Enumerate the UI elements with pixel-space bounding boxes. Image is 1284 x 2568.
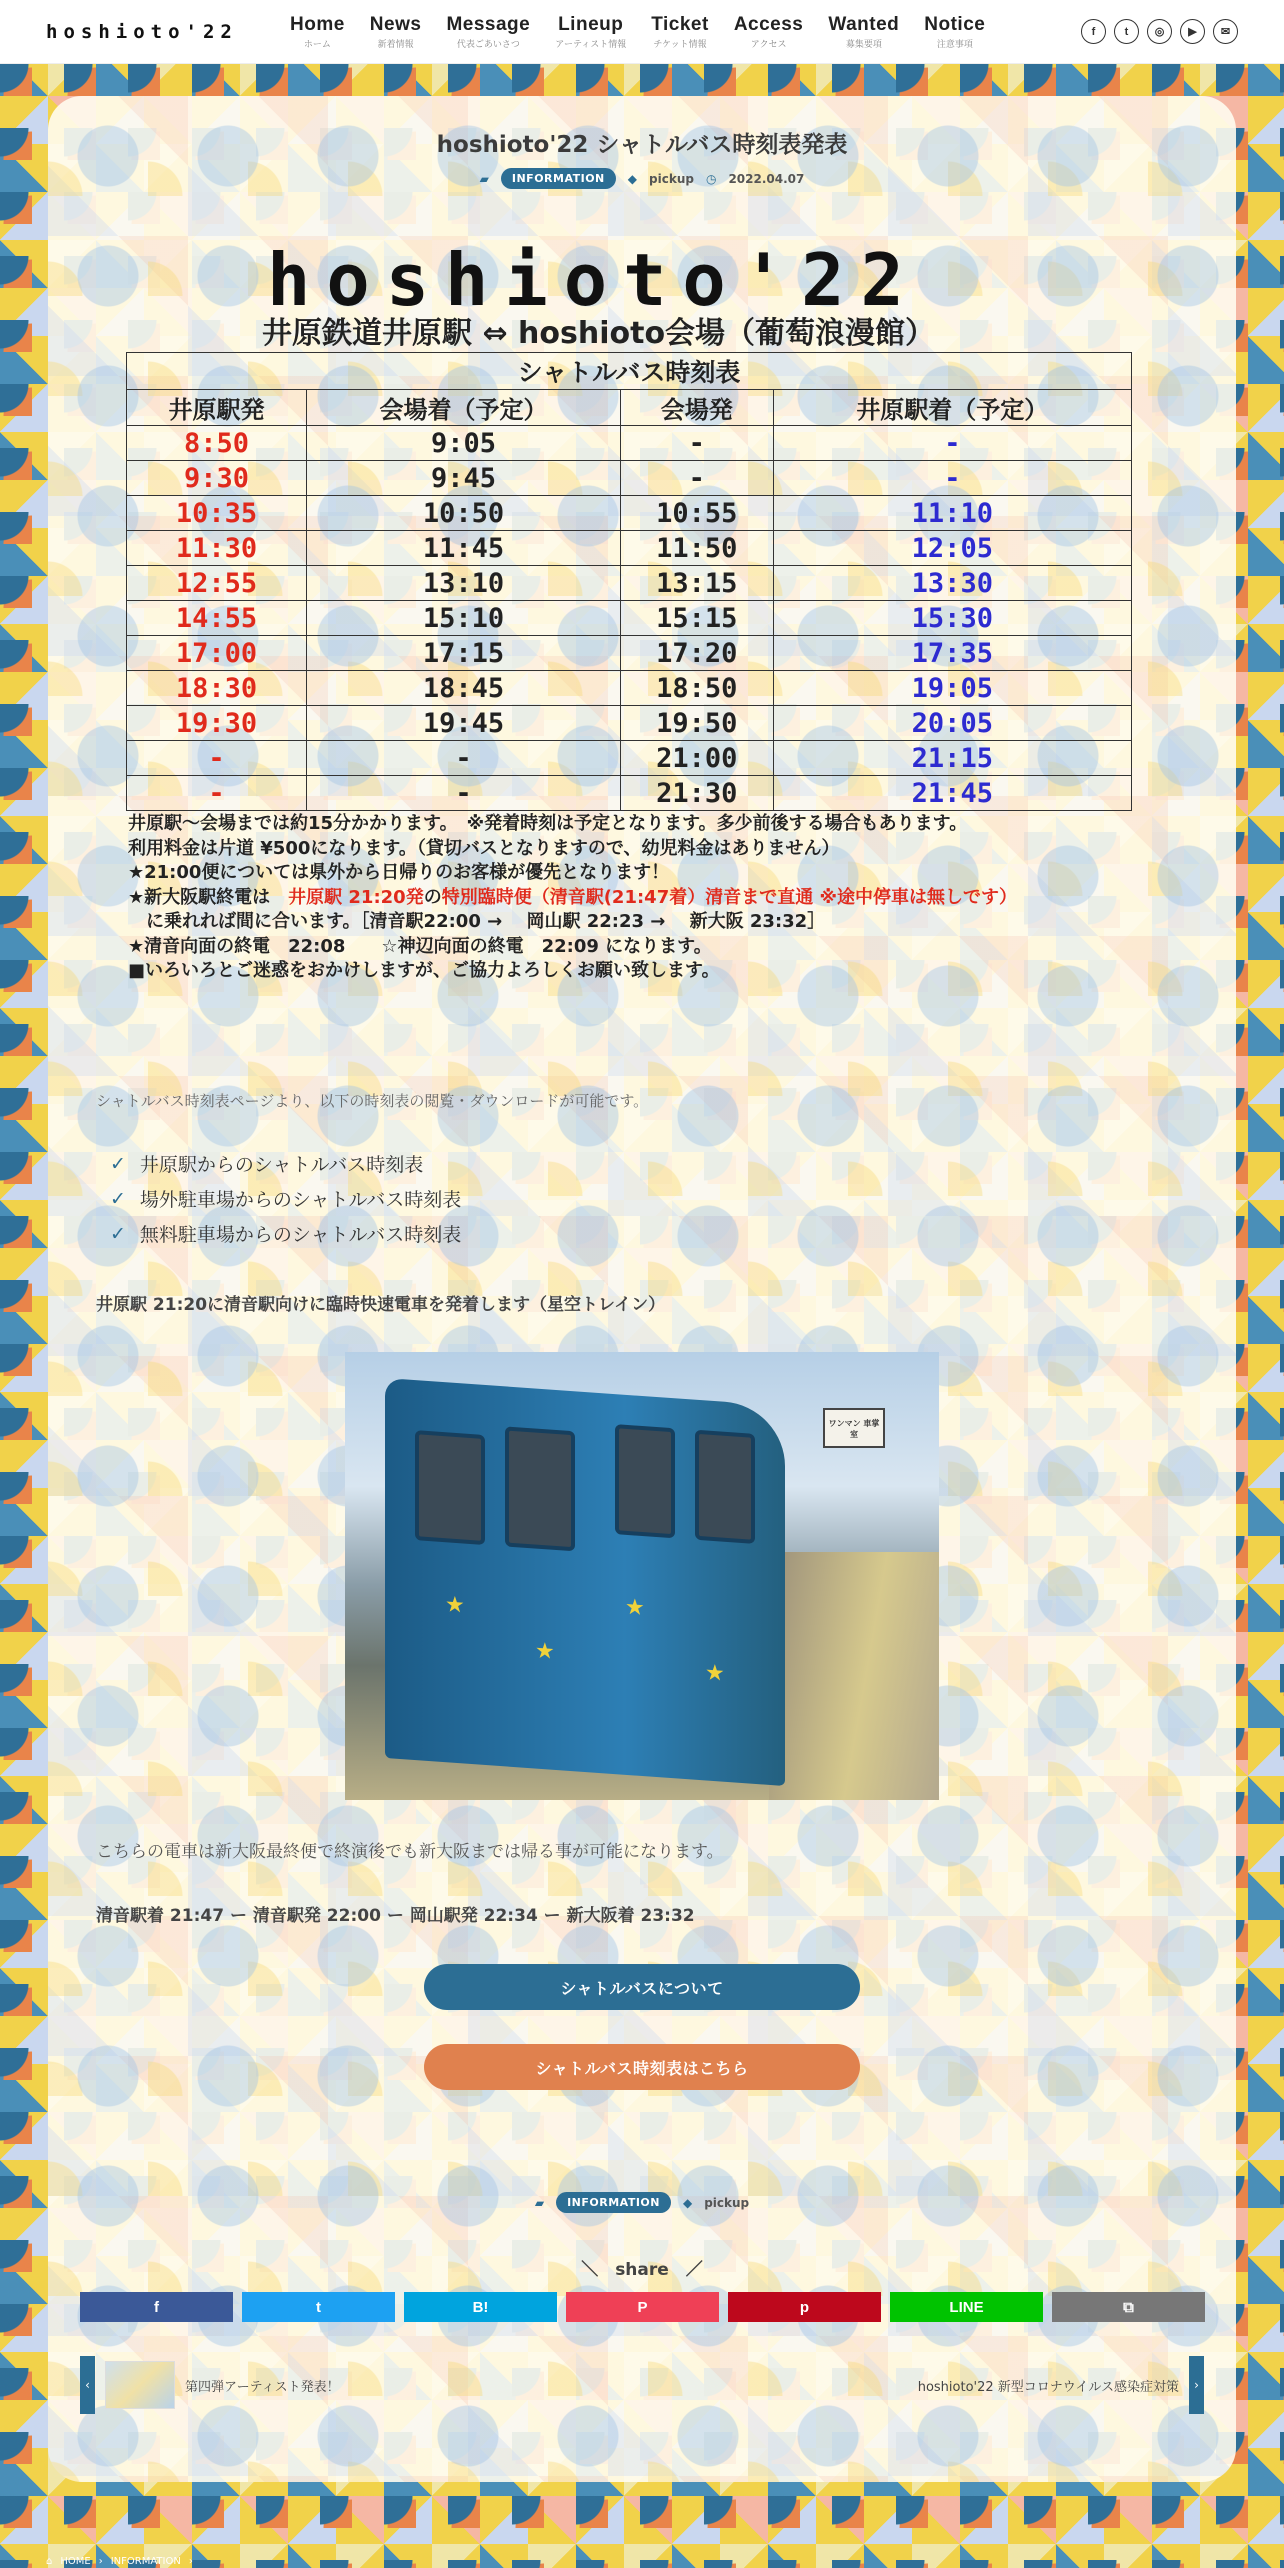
pocket-share-button[interactable]: P <box>566 2292 719 2322</box>
nav-label: Home <box>290 13 345 35</box>
list-item[interactable] <box>110 1216 461 1251</box>
table-cell: 15:30 <box>773 601 1131 636</box>
nav-lineup[interactable] <box>555 14 626 50</box>
table-cell: 17:00 <box>127 636 307 671</box>
note-line: ★清音向面の終電 22:08 ☆神辺向面の終電 22:09 になります。 <box>128 935 712 957</box>
nav-news[interactable] <box>370 14 422 50</box>
train-body <box>385 1378 785 1786</box>
train-window <box>615 1424 675 1538</box>
timetable-caption: シャトルバス時刻表 <box>127 353 1132 390</box>
nav-sublabel: ホーム <box>303 39 331 50</box>
train-photo <box>345 1352 939 1800</box>
star-decoration: ★ <box>625 1594 645 1622</box>
shuttle-timetable-button[interactable]: シャトルバス時刻表はこちら <box>424 2044 860 2090</box>
table-cell: 8:50 <box>127 426 307 461</box>
nav-sublabel: 注意事項 <box>936 39 973 50</box>
tag-icon: ◆ <box>682 2195 693 2210</box>
prev-post-thumbnail <box>105 2361 175 2409</box>
nav-message[interactable] <box>446 14 530 50</box>
table-cell: 14:55 <box>127 601 307 636</box>
table-cell: 11:10 <box>773 496 1131 531</box>
table-cell: 11:50 <box>620 531 773 566</box>
hatena-share-button[interactable]: B! <box>404 2292 557 2322</box>
table-cell: 19:30 <box>127 706 307 741</box>
nav-notice[interactable] <box>924 14 985 50</box>
table-cell: - <box>307 776 621 811</box>
table-cell: 15:15 <box>620 601 773 636</box>
chevron-right-icon: › <box>98 2556 103 2567</box>
nav-sublabel: チケット情報 <box>653 39 707 50</box>
timetable-link[interactable]: 場外駐車場からのシャトルバス時刻表 <box>139 1189 462 1211</box>
table-cell: 21:00 <box>620 741 773 776</box>
table-cell: 13:30 <box>773 566 1131 601</box>
share-buttons <box>80 2292 1205 2322</box>
table-cell: 21:45 <box>773 776 1131 811</box>
train-route: 清音駅着 21:47 ー 清音駅発 22:00 ー 岡山駅発 22:34 ー 新大阪着 23:32 <box>96 1906 695 1926</box>
table-cell: - <box>773 426 1131 461</box>
column-header: 井原駅着（予定） <box>773 390 1131 426</box>
nav-home[interactable] <box>290 14 345 50</box>
note-line: の <box>423 886 442 908</box>
category-badge[interactable]: INFORMATION <box>501 168 616 189</box>
pinterest-share-button[interactable]: p <box>728 2292 881 2322</box>
table-row <box>127 741 1132 776</box>
note-highlight: 特別臨時便（清音駅(21:47着）清音まで直通 ※途中停車は無しです） <box>441 886 1017 908</box>
nav-sublabel: 代表ごあいさつ <box>456 39 520 50</box>
intro-text: シャトルバス時刻表ページより、以下の時刻表の閲覧・ダウンロードが可能です。 <box>96 1092 649 1110</box>
table-cell: - <box>773 461 1131 496</box>
footer-tags <box>0 2192 1284 2213</box>
social-links <box>1081 19 1238 44</box>
tag-link[interactable]: pickup <box>704 2195 750 2210</box>
list-item[interactable] <box>110 1146 461 1181</box>
post-date: 2022.04.07 <box>728 171 805 186</box>
table-row <box>127 461 1132 496</box>
instagram-icon[interactable]: ◎ <box>1147 19 1172 44</box>
tag-icon: ◆ <box>627 171 638 186</box>
train-heading: 井原駅 21:20に清音駅向けに臨時快速電車を発着します（星空トレイン） <box>96 1295 666 1315</box>
table-cell: 17:15 <box>307 636 621 671</box>
table-cell: - <box>620 426 773 461</box>
table-cell: 9:30 <box>127 461 307 496</box>
table-cell: 21:30 <box>620 776 773 811</box>
table-cell: 9:05 <box>307 426 621 461</box>
nav-label: Ticket <box>651 13 709 35</box>
table-cell: 10:35 <box>127 496 307 531</box>
nav-label: News <box>369 13 422 35</box>
table-row <box>127 426 1132 461</box>
nav-sublabel: 募集要項 <box>845 39 882 50</box>
tag-link[interactable]: pickup <box>649 171 694 186</box>
table-cell: 19:45 <box>307 706 621 741</box>
prev-post-link[interactable] <box>80 2356 340 2414</box>
poster-logo: hoshioto'22 <box>267 238 920 322</box>
timetable-link[interactable]: 井原駅からのシャトルバス時刻表 <box>139 1154 424 1176</box>
timetable-links <box>110 1146 461 1251</box>
note-line: ★新大阪駅終電は <box>128 886 289 908</box>
table-cell: 20:05 <box>773 706 1131 741</box>
table-cell: 11:30 <box>127 531 307 566</box>
check-icon: ✓ <box>110 1187 126 1210</box>
table-cell: 19:05 <box>773 671 1131 706</box>
next-post-title: hoshioto'22 新型コロナウイルス感染症対策 <box>917 2379 1179 2395</box>
breadcrumb-category[interactable]: INFORMATION <box>110 2556 181 2567</box>
check-icon: ✓ <box>110 1222 126 1245</box>
copy-share-button[interactable]: ⧉ <box>1052 2292 1205 2322</box>
column-header: 会場発 <box>620 390 773 426</box>
train-window <box>505 1426 575 1551</box>
table-cell: 10:50 <box>307 496 621 531</box>
platform-sign: ワンマン 車掌室 <box>823 1408 885 1448</box>
line-share-button[interactable]: LINE <box>890 2292 1043 2322</box>
timetable-poster <box>122 232 1162 1002</box>
column-header: 会場着（予定） <box>307 390 621 426</box>
mail-icon[interactable]: ✉ <box>1213 19 1238 44</box>
platform-shape <box>769 1552 939 1800</box>
chevron-left-icon: ‹ <box>80 2356 95 2414</box>
nav-label: Lineup <box>558 13 624 35</box>
table-cell: 10:55 <box>620 496 773 531</box>
table-cell: 12:55 <box>127 566 307 601</box>
table-row <box>127 601 1132 636</box>
table-row <box>127 496 1132 531</box>
nav-label: Notice <box>924 13 986 35</box>
nav-wanted[interactable] <box>828 14 899 50</box>
nav-sublabel: 新着情報 <box>377 39 414 50</box>
train-note: こちらの電車は新大阪最終便で終演後でも新大阪までは帰る事が可能になります。 <box>96 1842 724 1862</box>
folder-icon: ▰ <box>534 2195 545 2210</box>
chevron-right-icon: › <box>188 2556 193 2567</box>
table-row <box>127 671 1132 706</box>
table-row <box>127 636 1132 671</box>
table-cell: 18:30 <box>127 671 307 706</box>
nav-access[interactable] <box>734 14 804 50</box>
timetable-link[interactable]: 無料駐車場からのシャトルバス時刻表 <box>139 1224 462 1246</box>
train-window <box>415 1430 485 1545</box>
facebook-icon[interactable]: f <box>1081 19 1106 44</box>
share-heading: ＼ share ／ <box>581 2260 703 2280</box>
page-title: hoshioto'22 シャトルバス時刻表発表 <box>436 132 848 158</box>
chevron-right-icon: › <box>1189 2356 1204 2414</box>
table-cell: 13:15 <box>620 566 773 601</box>
nav-label: Message <box>446 13 531 35</box>
poster-route: 井原鉄道井原駅 ⇔ hoshioto会場（葡萄浪漫館） <box>262 316 936 351</box>
train-window <box>695 1430 755 1544</box>
list-item[interactable] <box>110 1181 461 1216</box>
table-cell: 17:35 <box>773 636 1131 671</box>
table-cell: - <box>127 776 307 811</box>
note-line: ■いろいろとご迷惑をおかけしますが、ご協力よろしくお願い致します。 <box>128 960 720 981</box>
note-line: 利用料金は片道 ¥500になります。（貸切バスとなりますので、幼児料金はありません） <box>128 837 840 859</box>
check-icon: ✓ <box>110 1152 126 1175</box>
site-logo[interactable]: hoshioto'22 <box>46 20 238 43</box>
folder-icon: ▰ <box>479 171 489 186</box>
star-decoration: ★ <box>705 1660 725 1687</box>
table-cell: 18:45 <box>307 671 621 706</box>
table-cell: 11:45 <box>307 531 621 566</box>
share-label: share <box>615 2260 669 2280</box>
prev-post-title: 第四弾アーティスト発表！ <box>185 2379 340 2395</box>
column-header: 井原駅発 <box>127 390 307 426</box>
table-cell: 19:50 <box>620 706 773 741</box>
twitter-share-button[interactable]: t <box>242 2292 395 2322</box>
table-cell: 12:05 <box>773 531 1131 566</box>
global-nav <box>290 14 985 50</box>
table-cell: - <box>620 461 773 496</box>
table-row <box>127 776 1132 811</box>
table-cell: - <box>127 741 307 776</box>
home-icon: ⌂ <box>46 2556 53 2567</box>
clock-icon: ◷ <box>705 171 717 186</box>
nav-sublabel: アクセス <box>750 39 787 50</box>
table-cell: 17:20 <box>620 636 773 671</box>
youtube-icon[interactable]: ▶ <box>1180 19 1205 44</box>
poster-notes <box>128 812 1017 984</box>
twitter-icon[interactable]: t <box>1114 19 1139 44</box>
timetable <box>126 352 1132 811</box>
table-row <box>127 531 1132 566</box>
table-cell: 9:45 <box>307 461 621 496</box>
nav-label: Wanted <box>828 13 900 35</box>
article-meta <box>0 168 1284 189</box>
category-badge[interactable]: INFORMATION <box>556 2192 671 2213</box>
note-line: ★21:00便については県外から日帰りのお客様が優先となります！ <box>128 862 670 883</box>
breadcrumb-home[interactable]: HOME <box>60 2556 91 2567</box>
table-cell: - <box>307 741 621 776</box>
shuttle-info-button[interactable]: シャトルバスについて <box>424 1964 860 2010</box>
nav-ticket[interactable] <box>651 14 709 50</box>
breadcrumb <box>46 2556 193 2567</box>
note-line: に乗れれば間に合います。［清音駅22:00 → 岡山駅 22:23 → 新大阪 23:32］ <box>128 911 826 932</box>
table-row <box>127 566 1132 601</box>
note-line: 井原駅〜会場までは約15分かかります。 ※発着時刻は予定となります。多少前後する場合もあります。 <box>128 813 968 834</box>
table-cell: 18:50 <box>620 671 773 706</box>
nav-label: Access <box>733 13 804 35</box>
table-cell: 13:10 <box>307 566 621 601</box>
table-row <box>127 706 1132 741</box>
star-decoration: ★ <box>445 1592 465 1619</box>
nav-sublabel: アーティスト情報 <box>555 39 627 50</box>
table-cell: 21:15 <box>773 741 1131 776</box>
note-highlight: 井原駅 21:20発 <box>288 886 424 908</box>
facebook-share-button[interactable]: f <box>80 2292 233 2322</box>
table-cell: 15:10 <box>307 601 621 636</box>
star-decoration: ★ <box>535 1638 555 1665</box>
site-header <box>0 0 1284 64</box>
next-post-link[interactable] <box>918 2356 1204 2414</box>
